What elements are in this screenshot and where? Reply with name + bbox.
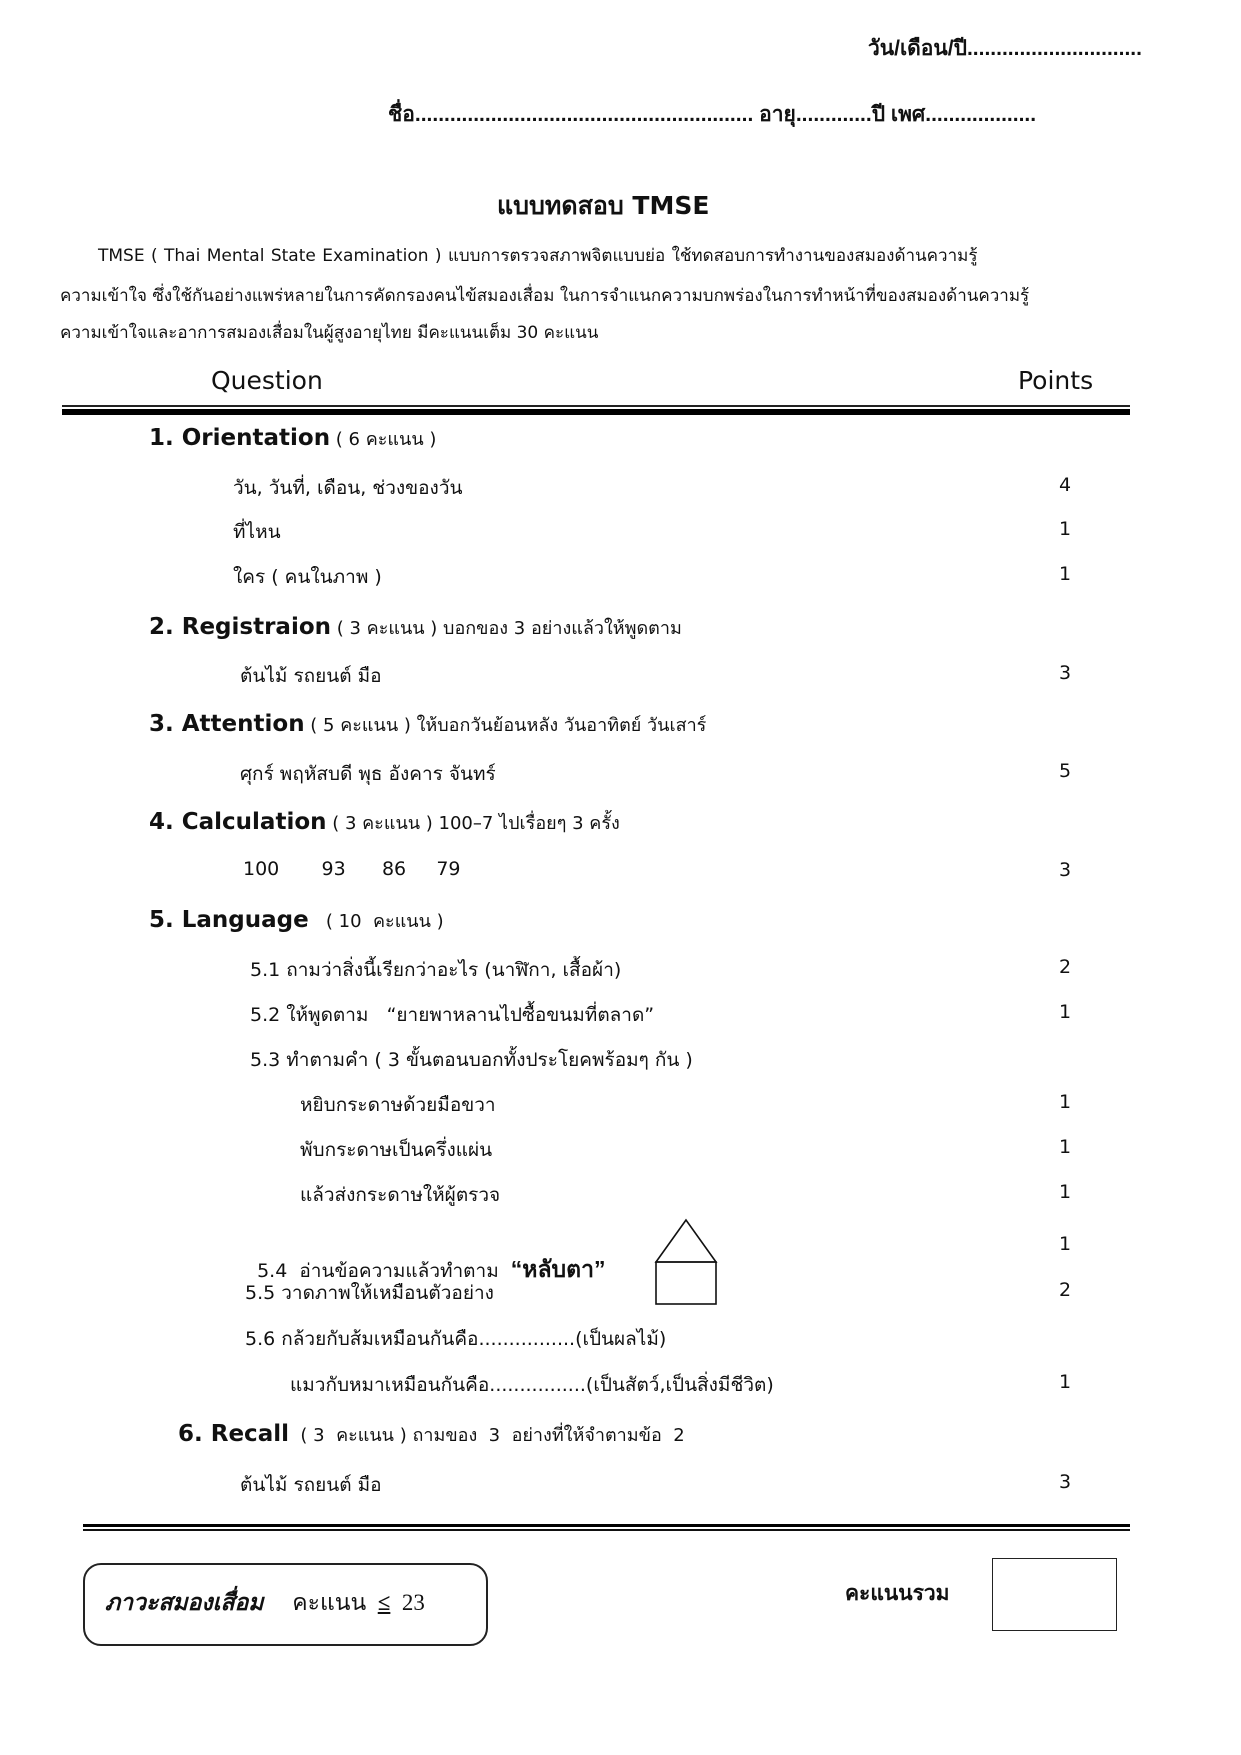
section-detail: ( 3 คะแนน ) บอกของ 3 อย่างแล้วให้พูดตาม — [331, 618, 682, 639]
intro-line-1: TMSE ( Thai Mental State Examination ) แบบการตรวจสภาพจิตแบบย่อ ใช้ทดสอบการทำงานของสมองด้านความรู้ — [98, 246, 978, 266]
list-item: ต้นไม้ รถยนต์ มือ — [240, 1474, 382, 1496]
item-points: 1 — [1058, 1001, 1072, 1023]
item-points: 2 — [1058, 1279, 1072, 1301]
dementia-threshold-box — [83, 1563, 488, 1646]
item-points: 3 — [1058, 662, 1072, 684]
name-label: ชื่อ — [388, 103, 415, 126]
item-points: 1 — [1058, 1091, 1072, 1113]
list-item: แล้วส่งกระดาษให้ผู้ตรวจ — [300, 1184, 501, 1206]
age-label: อายุ — [759, 103, 796, 126]
section-title: 4. Calculation — [149, 809, 327, 835]
item-points: 5 — [1058, 760, 1072, 782]
item-points: 1 — [1058, 563, 1072, 585]
header-divider-thick — [62, 409, 1130, 415]
less-equal-symbol: ≤ — [377, 1590, 391, 1615]
section-title: 1. Orientation — [149, 425, 331, 451]
age-value[interactable]: ............. — [795, 103, 872, 126]
section-orientation — [149, 424, 436, 453]
list-item: วัน, วันที่, เดือน, ช่วงของวัน — [233, 477, 463, 499]
list-item: ต้นไม้ รถยนต์ มือ — [240, 665, 382, 687]
list-item: ใคร ( คนในภาพ ) — [233, 566, 382, 588]
item-points: 2 — [1058, 956, 1072, 978]
item-points: 1 — [1058, 1371, 1072, 1393]
list-item: ศุกร์ พฤหัสบดี พุธ อังคาร จันทร์ — [240, 763, 496, 785]
list-item: หยิบกระดาษด้วยมือขวา — [300, 1094, 496, 1116]
date-field[interactable] — [868, 32, 1142, 65]
list-item: 5.2 ให้พูดตาม “ยายพาหลานไปซื้อขนมที่ตลาด” — [250, 1004, 655, 1026]
section-calculation — [149, 808, 620, 837]
score-label: คะแนน — [292, 1590, 367, 1615]
section-title: 6. Recall — [178, 1421, 289, 1447]
item-points: 3 — [1058, 1471, 1072, 1493]
list-item: 5.3 ทำตามคำ ( 3 ขั้นตอนบอกทั้งประโยคพร้อมๆ กัน ) — [250, 1049, 693, 1071]
item-points: 1 — [1058, 518, 1072, 540]
list-item: 100 93 86 79 — [243, 858, 461, 880]
footer-divider-thin — [83, 1529, 1130, 1531]
item-points: 1 — [1058, 1181, 1072, 1203]
name-value[interactable]: .......................................................... — [414, 103, 754, 126]
threshold-value: 23 — [401, 1590, 425, 1615]
total-score-box[interactable] — [992, 1558, 1117, 1631]
page-title: แบบทดสอบ TMSE — [497, 191, 710, 220]
section-language — [149, 906, 444, 935]
section-detail: ( 5 คะแนน ) ให้บอกวันย้อนหลัง วันอาทิตย์ วันเสาร์ — [304, 715, 707, 736]
date-value[interactable]: .............................. — [966, 37, 1142, 60]
section-title: 3. Attention — [149, 711, 305, 737]
list-item: พับกระดาษเป็นครึ่งแผ่น — [300, 1139, 493, 1161]
header-divider-thin — [62, 405, 1130, 407]
section-recall — [178, 1420, 685, 1449]
section-detail: ( 3 คะแนน ) 100–7 ไปเรื่อยๆ 3 ครั้ง — [326, 813, 620, 834]
section-detail: ( 6 คะแนน ) — [330, 429, 437, 450]
age-unit: ปี — [871, 103, 886, 126]
item-points: 4 — [1058, 474, 1072, 496]
list-item: ที่ไหน — [233, 521, 281, 543]
section-attention — [149, 710, 706, 739]
section-title: 2. Registraion — [149, 614, 332, 640]
item-points: 1 — [1058, 1136, 1072, 1158]
section-detail: ( 3 คะแนน ) ถามของ 3 อย่างที่ให้จำตามข้อ 2 — [288, 1425, 685, 1446]
section-detail: ( 10 คะแนน ) — [308, 911, 444, 932]
column-header-question: Question — [211, 366, 323, 395]
dementia-label: ภาวะสมองเสื่อม — [105, 1590, 264, 1615]
item-points: 1 — [1058, 1233, 1072, 1255]
item-points: 3 — [1058, 859, 1072, 881]
list-item: 5.5 วาดภาพให้เหมือนตัวอย่าง — [245, 1282, 494, 1304]
house-drawing-icon — [654, 1218, 718, 1306]
dementia-threshold-text — [105, 1585, 425, 1621]
list-item: แมวกับหมาเหมือนกันคือ................(เป็นสัตว์,เป็นสิ่งมีชีวิต) — [290, 1374, 774, 1396]
total-score-label: คะแนนรวม — [845, 1582, 950, 1605]
intro-line-2: ความเข้าใจ ซึ่งใช้กันอย่างแพร่หลายในการคัดกรองคนไข้สมองเสื่อม ในการจำแนกความบกพร่องในการทำหน้าที่ของสมองด้านความรู้ — [60, 286, 1030, 306]
intro-line-3: ความเข้าใจและอาการสมองเสื่อมในผู้สูงอายุไทย มีคะแนนเต็ม 30 คะแนน — [60, 323, 599, 343]
column-header-points: Points — [1018, 366, 1094, 395]
close-eyes-instruction: “หลับตา” — [510, 1256, 606, 1282]
section-title: 5. Language — [149, 907, 309, 933]
footer-divider-thick — [83, 1524, 1130, 1527]
item-text: 5.4 อ่านข้อความแล้วทำตาม — [257, 1260, 511, 1282]
list-item: 5.6 กล้วยกับส้มเหมือนกันคือ................(เป็นผลไม้) — [245, 1328, 667, 1350]
section-registration — [149, 613, 682, 642]
patient-info-line — [388, 98, 1036, 131]
date-label: วัน/เดือน/ปี — [868, 37, 967, 60]
sex-value[interactable]: ................... — [925, 103, 1037, 126]
list-item: 5.1 ถามว่าสิ่งนี้เรียกว่าอะไร (นาฬิกา, เสื้อผ้า) — [250, 959, 622, 981]
sex-label: เพศ — [890, 103, 926, 126]
